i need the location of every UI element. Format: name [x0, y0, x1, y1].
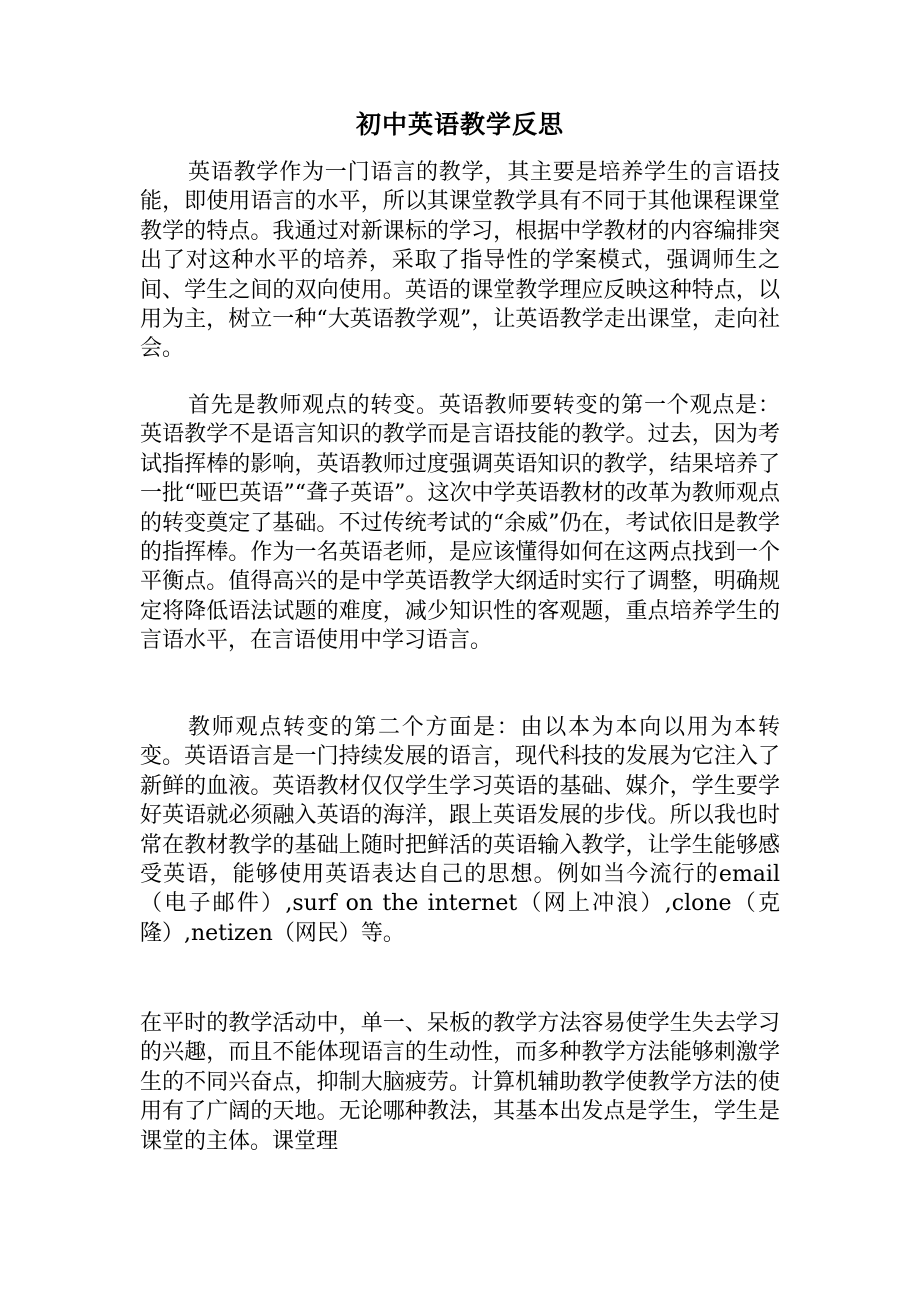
- page-title: 初中英语教学反思: [355, 110, 564, 139]
- paragraph-introduction: 英语教学作为一门语言的教学，其主要是培养学生的言语技能，即使用语言的水平，所以其课堂教学具有不同于其他课程课堂教学的特点。我通过对新课标的学习，根据中学教材的内容编排突出了对这种水平的培养，采取了指导性的学案模式，强调师生之间、学生之间的双向使用。英语的课堂教学理应反映这种特点，以用为主，树立一种“大英语教学观”，让英语教学走出课堂，走向社会。: [140, 160, 780, 362]
- paragraph-use-oriented-teaching: 教师观点转变的第二个方面是：由以本为本向以用为本转变。英语语言是一门持续发展的语言，现代科技的发展为它注入了新鲜的血液。英语教材仅仅学生学习英语的基础、媒介，学生要学好英语就必须融入英语的海洋，跟上英语发展的步伐。所以我也时常在教材教学的基础上随时把鲜活的英语输入教学，让学生能够感受英语，能够使用英语表达自己的思想。例如当今流行的email（电子邮件）,surf on the internet（网上冲浪）,clone（克隆）,netizen（网民）等。: [140, 715, 780, 946]
- paragraph-teaching-methods: 在平时的教学活动中，单一、呆板的教学方法容易使学生失去学习的兴趣，而且不能体现语言的生动性，而多种教学方法能够刺激学生的不同兴奋点，抑制大脑疲劳。计算机辅助教学使教学方法的使用有了广阔的天地。无论哪种教法，其基本出发点是学生，学生是课堂的主体。课堂理: [140, 1011, 780, 1154]
- paragraph-teacher-viewpoint: 首先是教师观点的转变。英语教师要转变的第一个观点是：英语教学不是语言知识的教学而是言语技能的教学。过去，因为考试指挥棒的影响，英语教师过度强调英语知识的教学，结果培养了一批“哑巴英语”“聋子英语”。这次中学英语教材的改革为教师观点的转变奠定了基础。不过传统考试的“余威”仍在，考试依旧是教学的指挥棒。作为一名英语老师，是应该懂得如何在这两点找到一个平衡点。值得高兴的是中学英语教学大纲适时实行了调整，明确规定将降低语法试题的难度，减少知识性的客观题，重点培养学生的言语水平，在言语使用中学习语言。: [140, 393, 780, 654]
